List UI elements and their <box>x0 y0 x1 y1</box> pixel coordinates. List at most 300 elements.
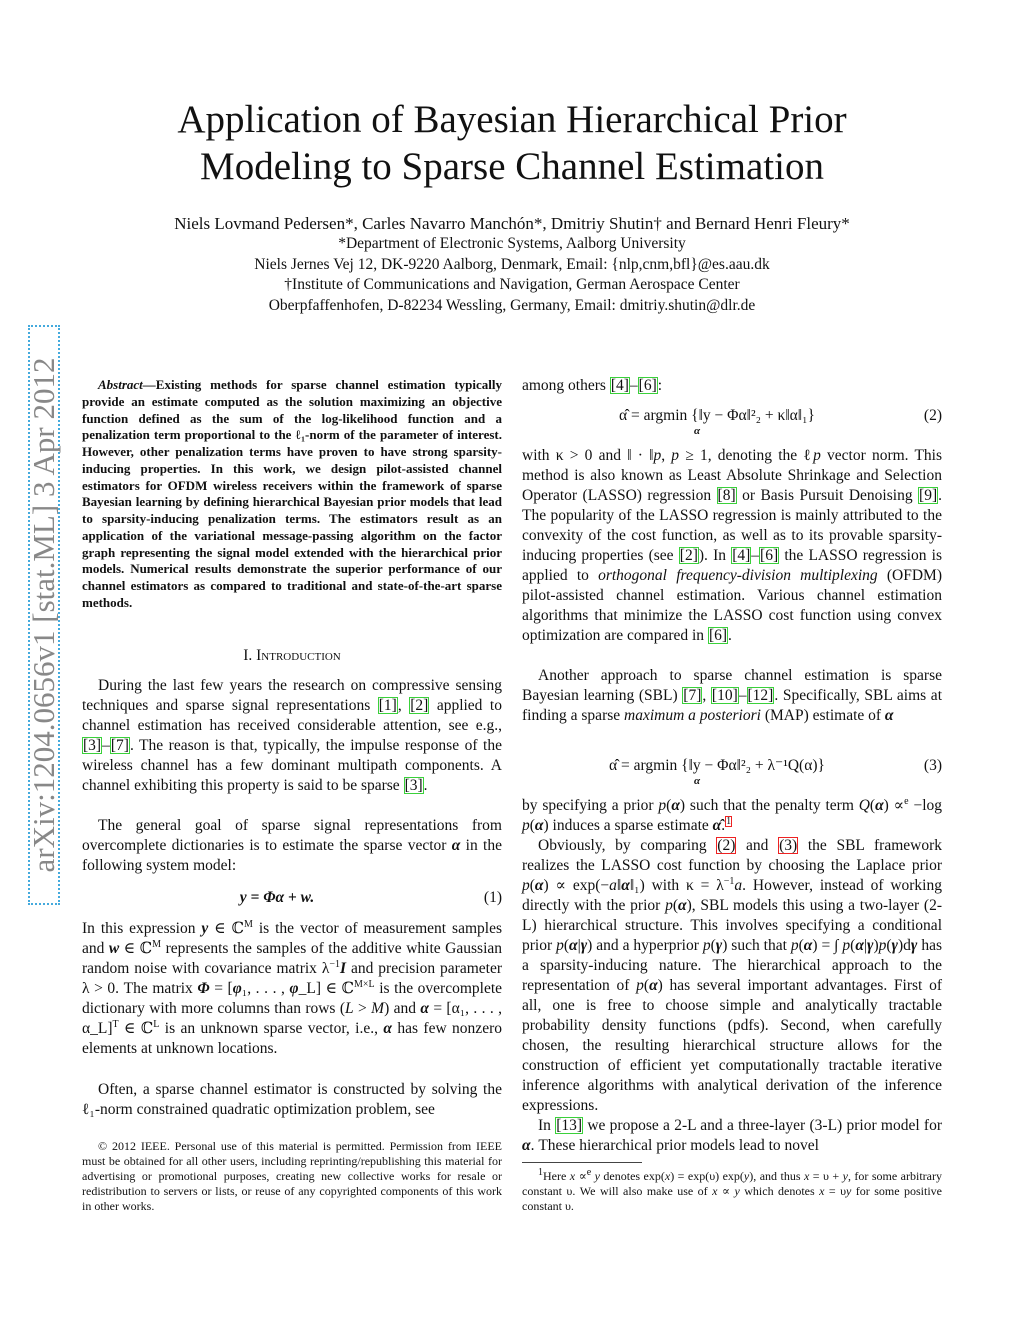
segment-text: φ <box>232 980 242 997</box>
text-run <box>119 1020 154 1037</box>
segment-text: is the overcomplete dictionary with more columns than rows ( <box>82 980 503 1017</box>
text-run <box>661 447 671 464</box>
text-run <box>884 797 905 814</box>
segment-text: : <box>657 377 663 394</box>
segment-text: , <box>702 687 711 704</box>
segment-text: 8 <box>722 487 731 504</box>
math-symbol <box>109 940 119 957</box>
text-run <box>299 980 354 997</box>
citation-link[interactable]: [10] <box>711 687 738 704</box>
segment-text: ) = ∫ <box>812 937 843 954</box>
segment-text: ) ∝ exp(− <box>543 877 610 894</box>
footnote-rule <box>522 1162 642 1163</box>
segment-text: 6 <box>765 547 773 564</box>
segment-text: p <box>522 877 530 894</box>
segment-text: During the last few years the research on compressive sensing techniques and sparse signal representations <box>82 677 502 714</box>
equation-body: α̂ = argmin {‖y − Φα‖²₂ + κ‖α‖₁} <box>619 407 815 424</box>
segment-text: Here <box>543 1169 570 1183</box>
segment-text: = υ + <box>809 1169 843 1183</box>
superscript <box>152 939 161 950</box>
italic-text <box>522 877 530 894</box>
segment-text: ( <box>529 877 535 894</box>
segment-text: M <box>152 938 162 950</box>
segment-text: ) such that the penalty term <box>679 797 859 814</box>
segment-text: – <box>629 377 638 394</box>
segment-text: ( <box>886 937 892 954</box>
segment-text: x <box>803 1169 810 1183</box>
math-symbol <box>621 877 630 894</box>
segment-text: 1 <box>383 697 392 714</box>
segment-text: by specifying a prior <box>522 797 659 814</box>
abstract <box>82 377 502 612</box>
segment-text: 2 <box>722 837 731 854</box>
segment-text: −log <box>908 797 943 814</box>
segment-text: Another approach to sparse channel estimation is sparse Bayesian learning (SBL) <box>522 667 942 704</box>
segment-text: M <box>371 1000 385 1017</box>
text-run <box>679 447 813 464</box>
segment-text: e <box>904 795 909 807</box>
text-run <box>522 377 610 394</box>
superscript <box>329 959 340 970</box>
segment-text: α <box>678 897 687 914</box>
equation-subscript: α <box>693 425 701 437</box>
segment-text: The general goal of sparse signal representations from overcomplete dictionaries is to estimate the sparse vector <box>82 817 502 854</box>
segment-text: −1 <box>723 875 735 887</box>
math-symbol <box>649 977 658 994</box>
segment-text: In <box>538 1117 556 1134</box>
segment-text: γ <box>715 937 723 954</box>
text-run <box>531 1137 819 1154</box>
segment-text: 12 <box>752 687 769 704</box>
segment-text: ( <box>643 977 650 994</box>
segment-text: p <box>636 977 644 994</box>
segment-text: γ <box>910 937 918 954</box>
paragraph <box>522 796 942 836</box>
segment-text: ( <box>529 817 535 834</box>
segment-text: has few nonzero elements at unknown locations. <box>82 1020 502 1057</box>
paragraph <box>522 376 942 396</box>
italic-text <box>522 817 530 834</box>
segment-text: ) <box>873 937 879 954</box>
segment-text: , for some arbitrary constant υ. We will also make use of <box>522 1169 942 1198</box>
segment-text: 10 <box>717 687 733 704</box>
segment-text: p <box>790 937 799 954</box>
segment-text: ∝ <box>717 1184 735 1198</box>
segment-text: 2 <box>684 547 693 564</box>
citation-link[interactable]: [1] <box>378 697 397 714</box>
italic-text <box>791 937 799 954</box>
italic-text <box>665 897 673 914</box>
segment-text: p <box>522 817 530 834</box>
segment-text: x <box>664 1169 671 1183</box>
segment-text: ( <box>710 937 716 954</box>
math-symbol <box>420 1000 429 1017</box>
text-run <box>82 817 502 854</box>
segment-text: for some positive constant υ. <box>522 1184 943 1213</box>
segment-text: . <box>721 817 726 834</box>
italic-text <box>624 707 761 724</box>
segment-text: α <box>649 977 658 994</box>
citation-link[interactable]: [7] <box>110 737 129 754</box>
italic-text <box>842 937 850 954</box>
abstract-label: Abstract— <box>98 377 156 392</box>
citation-link[interactable]: [3] <box>404 777 423 794</box>
segment-text: . However, instead of working directly with the prior <box>522 877 942 914</box>
text-run <box>82 920 201 937</box>
arxiv-id[interactable]: arXiv:1204.0656v1 [stat.ML] 3 Apr 2012 <box>26 357 61 873</box>
citation-link[interactable]: [8] <box>717 487 736 504</box>
segment-text: y <box>734 1184 740 1198</box>
equation-ref-link[interactable]: (3) <box>779 837 798 854</box>
segment-text: which denotes <box>739 1184 820 1198</box>
segment-text: ) ∝ <box>883 797 905 814</box>
equation-number: (2) <box>923 407 942 424</box>
segment-text: ( <box>666 797 672 814</box>
citation-link[interactable]: [9] <box>919 487 938 504</box>
math-symbol <box>713 817 722 834</box>
segment-text: ≥ 1, denoting the ℓ <box>679 447 814 464</box>
section-heading: I. Introduction <box>243 647 341 664</box>
segment-text: 13 <box>561 1117 577 1134</box>
text-run <box>354 1000 372 1017</box>
citation-link[interactable]: [13] <box>556 1117 583 1134</box>
affiliation: Niels Jernes Vej 12, DK-9220 Aalborg, Denmark, Email: {nlp,cnm,bfl}@es.aau.dk <box>254 255 770 273</box>
segment-text: = [ <box>209 980 233 997</box>
equation-subscript: α <box>693 775 701 787</box>
math-symbol <box>569 937 578 954</box>
segment-text: ‖₁) with κ = λ <box>629 877 724 894</box>
segment-text: y <box>842 1169 848 1183</box>
math-symbol <box>855 937 864 954</box>
segment-text: In this expression <box>82 920 202 937</box>
segment-text: 6 <box>714 627 722 644</box>
text-run <box>522 797 658 814</box>
abstract-text: Existing methods for sparse channel estimation typically provide an estimate computed as the solution maximizing an objective function defined as the sum of the log-likelihood function and a penalization term proportional to the ℓ₁-norm of the parameter of interest. However, other penalization terms have proven to have strong sparsity-inducing properties. In this work, we design pilot-assisted channel estimators for OFDM wireless receivers within the framework of sparse Bayesian learning by defining hierarchical Bayesian prior models that lead to sparsity-inducing penalization terms. The estimators result as an application of the variational message-passing algorithm on the factor graph representing the signal model extended with the hierarchical prior models. Numerical results demonstrate the superior performance of our channel estimators as compared to traditional and state-of-the-art sparse methods. <box>82 377 502 610</box>
segment-text: L <box>153 1018 160 1030</box>
footnote-link[interactable] <box>725 816 732 827</box>
text-run <box>102 737 110 754</box>
text-run <box>583 1117 942 1134</box>
italic-text <box>345 1000 354 1017</box>
segment-text: . <box>728 627 732 644</box>
segment-text: φ <box>289 980 299 997</box>
text-run <box>809 1169 842 1183</box>
text-run <box>761 707 885 724</box>
segment-text: p <box>842 937 851 954</box>
italic-text <box>556 937 564 954</box>
author-block <box>0 213 1024 316</box>
math-symbol <box>290 980 299 997</box>
equation-2 <box>522 406 942 436</box>
segment-text: – <box>751 547 760 564</box>
paragraph <box>82 919 502 1059</box>
affiliation: *Department of Electronic Systems, Aalborg University <box>338 235 686 252</box>
italic-text <box>636 977 644 994</box>
equation-number: (3) <box>923 757 942 774</box>
italic-text <box>703 937 711 954</box>
segment-text: ∈ ℂ <box>119 940 153 957</box>
segment-text: α <box>621 877 630 894</box>
text-run <box>600 1169 665 1183</box>
segment-text: denotes exp( <box>599 1169 665 1183</box>
citation-link[interactable]: [12] <box>747 687 774 704</box>
segment-text: 1 <box>726 815 732 827</box>
math-symbol <box>671 797 680 814</box>
paragraph <box>522 666 942 726</box>
segment-text: α̂ <box>712 817 722 834</box>
title-line: Modeling to Sparse Channel Estimation <box>200 145 824 188</box>
segment-text: vector norm. This method is also known as Least Absolute Shrinkage and Selection Operator (LASSO) regression <box>522 447 943 504</box>
segment-text: 4 <box>616 377 624 394</box>
segment-text: among others <box>522 377 610 394</box>
text-run <box>119 940 152 957</box>
segment-text: α <box>855 937 864 954</box>
superscript <box>724 876 735 887</box>
equation-number: (1) <box>483 889 502 906</box>
segment-text: with κ > 0 and ‖ · ‖ <box>522 447 654 464</box>
segment-text: M <box>243 918 253 930</box>
segment-text: T <box>112 1018 119 1030</box>
segment-text: 4 <box>737 547 746 564</box>
segment-text: ) induces a sparse estimate <box>543 817 713 834</box>
text-run <box>538 1117 555 1134</box>
segment-text: ) = exp(υ) exp( <box>670 1169 744 1183</box>
segment-text: ∈ ℂ <box>118 1020 154 1037</box>
segment-text: 7 <box>688 687 697 704</box>
text-run <box>737 487 918 504</box>
segment-text: L <box>345 1000 354 1017</box>
text-run <box>670 1169 744 1183</box>
segment-text: 1 <box>538 1167 543 1178</box>
segment-text: we propose a 2-L and a three-layer (3-L) prior model for <box>583 1117 942 1134</box>
segment-text: α <box>420 1000 429 1017</box>
citation-link[interactable]: [2] <box>410 697 429 714</box>
segment-text: Obviously, by comparing <box>538 837 717 854</box>
segment-text: | <box>863 937 867 954</box>
segment-text: a <box>609 877 617 894</box>
text-run <box>630 877 724 894</box>
segment-text: 7 <box>116 737 124 754</box>
italic-text <box>813 447 821 464</box>
text-run <box>522 977 942 1114</box>
text-run <box>398 697 409 714</box>
segment-text: I <box>340 960 347 977</box>
text-run <box>630 377 638 394</box>
segment-text: . The reason is that, typically, the impulse response of the wireless channel has a few dominant multipath components. A channel exhibiting this property is said to be sparse <box>82 737 502 794</box>
math-symbol <box>522 1137 531 1154</box>
citation-link[interactable]: [4] <box>732 547 751 564</box>
segment-text: M×L <box>353 978 375 990</box>
text-run <box>658 377 662 394</box>
text-run <box>749 1169 804 1183</box>
citation-link[interactable]: [6] <box>708 627 728 644</box>
segment-text: the LASSO regression is applied to <box>522 547 942 584</box>
segment-text: Q <box>858 797 870 814</box>
segment-text: ) has several important advantages. First of all, one is free to choose simple and analytically tractable probability density functions (pdfs). Second, when carefully chosen, the resulting hierarchical structure allows for the construction of efficient yet computationally tractable iterative inference algorithms with analytical derivation of the inference expressions. <box>522 977 942 1114</box>
segment-text: α <box>383 1020 392 1037</box>
segment-text: or Basis Pursuit Denoising <box>736 487 919 504</box>
segment-text: , <box>397 697 410 714</box>
segment-text: 2 <box>415 697 424 714</box>
segment-text: p <box>658 797 667 814</box>
text-run <box>736 837 778 854</box>
segment-text: α <box>534 817 544 834</box>
segment-text: orthogonal frequency-division multiplexing <box>598 567 878 584</box>
segment-text: ( <box>563 937 570 954</box>
math-symbol <box>233 980 242 997</box>
segment-text: . Specifically, SBL aims at finding a sparse <box>522 687 942 724</box>
segment-text: . These hierarchical prior models lead to novel <box>530 1137 819 1154</box>
segment-text: 6 <box>643 377 652 394</box>
citation-link[interactable]: [6] <box>638 377 657 394</box>
math-symbol <box>875 797 884 814</box>
segment-text: ), SBL models this using a two-layer (2-L) hierarchical structure. This involves specifying a conditional prior <box>522 897 942 954</box>
segment-text: y <box>743 1169 750 1183</box>
segment-text: | <box>577 937 581 954</box>
segment-text: is an unknown sparse vector, i.e., <box>159 1020 384 1037</box>
segment-text: ₁, . . . , <box>241 980 290 997</box>
paragraph <box>82 676 502 796</box>
equation-3 <box>522 756 942 786</box>
segment-text: = υ <box>824 1184 847 1198</box>
text-run <box>424 777 428 794</box>
segment-text: ( <box>850 937 856 954</box>
text-run <box>824 1184 846 1198</box>
segment-text: γ <box>891 937 898 954</box>
segment-text: )d <box>898 937 911 954</box>
segment-text: α <box>569 937 578 954</box>
text-run <box>898 937 911 954</box>
text-run <box>812 937 842 954</box>
segment-text: α <box>803 937 813 954</box>
segment-text: is the vector of measurement samples and <box>82 920 502 957</box>
text-run <box>210 980 233 997</box>
math-symbol <box>383 1020 392 1037</box>
superscript <box>354 979 375 990</box>
segment-text: α <box>671 797 680 814</box>
segment-text: maximum a posteriori <box>624 707 761 724</box>
text-run <box>739 687 747 704</box>
superscript <box>244 919 253 930</box>
italic-text <box>658 797 666 814</box>
segment-text: 9 <box>924 487 932 504</box>
math-symbol <box>197 980 209 997</box>
italic-text <box>371 1000 384 1017</box>
equation-body: α̂ = argmin {‖y − Φα‖²₂ + λ⁻¹Q(α)} <box>609 757 825 774</box>
arxiv-stamp[interactable] <box>28 325 60 905</box>
equation-1 <box>82 888 502 908</box>
segment-text: ) and <box>384 1000 421 1017</box>
segment-text: (MAP) estimate of <box>760 707 885 724</box>
segment-text: p <box>665 897 673 914</box>
segment-text: p <box>878 937 887 954</box>
italic-text <box>671 447 679 464</box>
text-run <box>680 797 859 814</box>
title-line: Application of Bayesian Hierarchical Prior <box>177 98 847 141</box>
paper-title <box>0 96 1024 190</box>
text-run <box>722 937 791 954</box>
segment-text: . The popularity of the LASSO regression is mainly attributed to the convexity of the cost function, as well as to its provable sparsity-inducing properties (see <box>522 487 942 564</box>
equation-ref-link[interactable]: (2) <box>717 837 736 854</box>
segment-text: . <box>423 777 428 794</box>
segment-text: ∈ ℂ <box>208 920 244 937</box>
segment-text: (OFDM) pilot-assisted channel estimation. Various channel estimation algorithms that minimize the LASSO cost function using convex optimization are compared in <box>522 567 942 644</box>
math-symbol <box>885 707 894 724</box>
text-run <box>728 627 732 644</box>
paragraph <box>522 446 942 646</box>
affiliation: †Institute of Communications and Navigation, German Aerospace Center <box>284 276 740 293</box>
italic-text <box>598 567 878 584</box>
text-run <box>575 1169 587 1183</box>
segment-text: x <box>712 1184 718 1198</box>
citation-link[interactable]: [4] <box>610 377 629 394</box>
segment-text: α <box>522 1137 531 1154</box>
equation-body: y = Φα + w. <box>239 889 315 906</box>
segment-text: w <box>108 940 120 957</box>
footnote <box>522 1169 942 1214</box>
segment-text: in the following system model: <box>82 837 502 874</box>
segment-text: Φ <box>197 980 210 997</box>
segment-text: α <box>451 837 461 854</box>
italic-text <box>734 877 742 894</box>
citation-link[interactable]: [7] <box>683 687 702 704</box>
segment-text: ). In <box>698 547 732 564</box>
segment-text: p <box>653 447 662 464</box>
paragraph <box>82 1080 502 1120</box>
text-run <box>544 877 610 894</box>
segment-text: – <box>102 737 110 754</box>
segment-text: ‖ <box>616 877 622 894</box>
text-run <box>717 1184 734 1198</box>
segment-text: e <box>586 1167 592 1178</box>
italic-text <box>859 797 870 814</box>
copyright-footnote: © 2012 IEEE. Personal use of this material is permitted. Permission from IEEE must be obtained for all other users, including reprinting/republishing this material for advertising or promotional purposes, creating new collective works for resale or redistribution to servers or lists, or reuse of any copyrighted components of this work in other works. <box>82 1139 502 1213</box>
text-run <box>587 937 703 954</box>
citation-link[interactable]: [6] <box>760 547 779 564</box>
segment-text: _L] ∈ ℂ <box>298 980 354 997</box>
text-run <box>544 817 713 834</box>
text-run <box>909 797 942 814</box>
segment-text: ), and thus <box>749 1169 804 1183</box>
segment-text: and precision parameter λ > 0. The matrix <box>82 960 503 997</box>
math-symbol <box>678 897 687 914</box>
paragraph <box>522 836 942 1116</box>
segment-text: p <box>671 447 680 464</box>
segment-text: 3 <box>784 837 793 854</box>
text-run <box>384 1000 420 1017</box>
segment-text: the SBL framework realizes the LASSO cost function by choosing the Laplace prior <box>522 837 942 874</box>
text-run <box>522 447 653 464</box>
segment-text: a <box>734 877 743 894</box>
text-run <box>208 920 244 937</box>
segment-text: p <box>702 937 711 954</box>
citation-link[interactable]: [2] <box>679 547 698 564</box>
segment-text: p <box>813 447 821 464</box>
segment-text: applied to channel estimation has received considerable attention, see e.g., <box>82 697 502 734</box>
segment-text: x <box>569 1169 576 1183</box>
text-run <box>751 547 759 564</box>
segment-text: – <box>738 687 747 704</box>
segment-text: γ <box>580 937 588 954</box>
citation-link[interactable]: [3] <box>83 737 102 754</box>
text-run <box>242 980 290 997</box>
text-run <box>82 1081 502 1118</box>
segment-text: 3 <box>88 737 96 754</box>
segment-text: x <box>819 1184 825 1198</box>
segment-text: 3 <box>409 777 418 794</box>
segment-text: −1 <box>329 958 341 970</box>
segment-text: p <box>556 937 564 954</box>
